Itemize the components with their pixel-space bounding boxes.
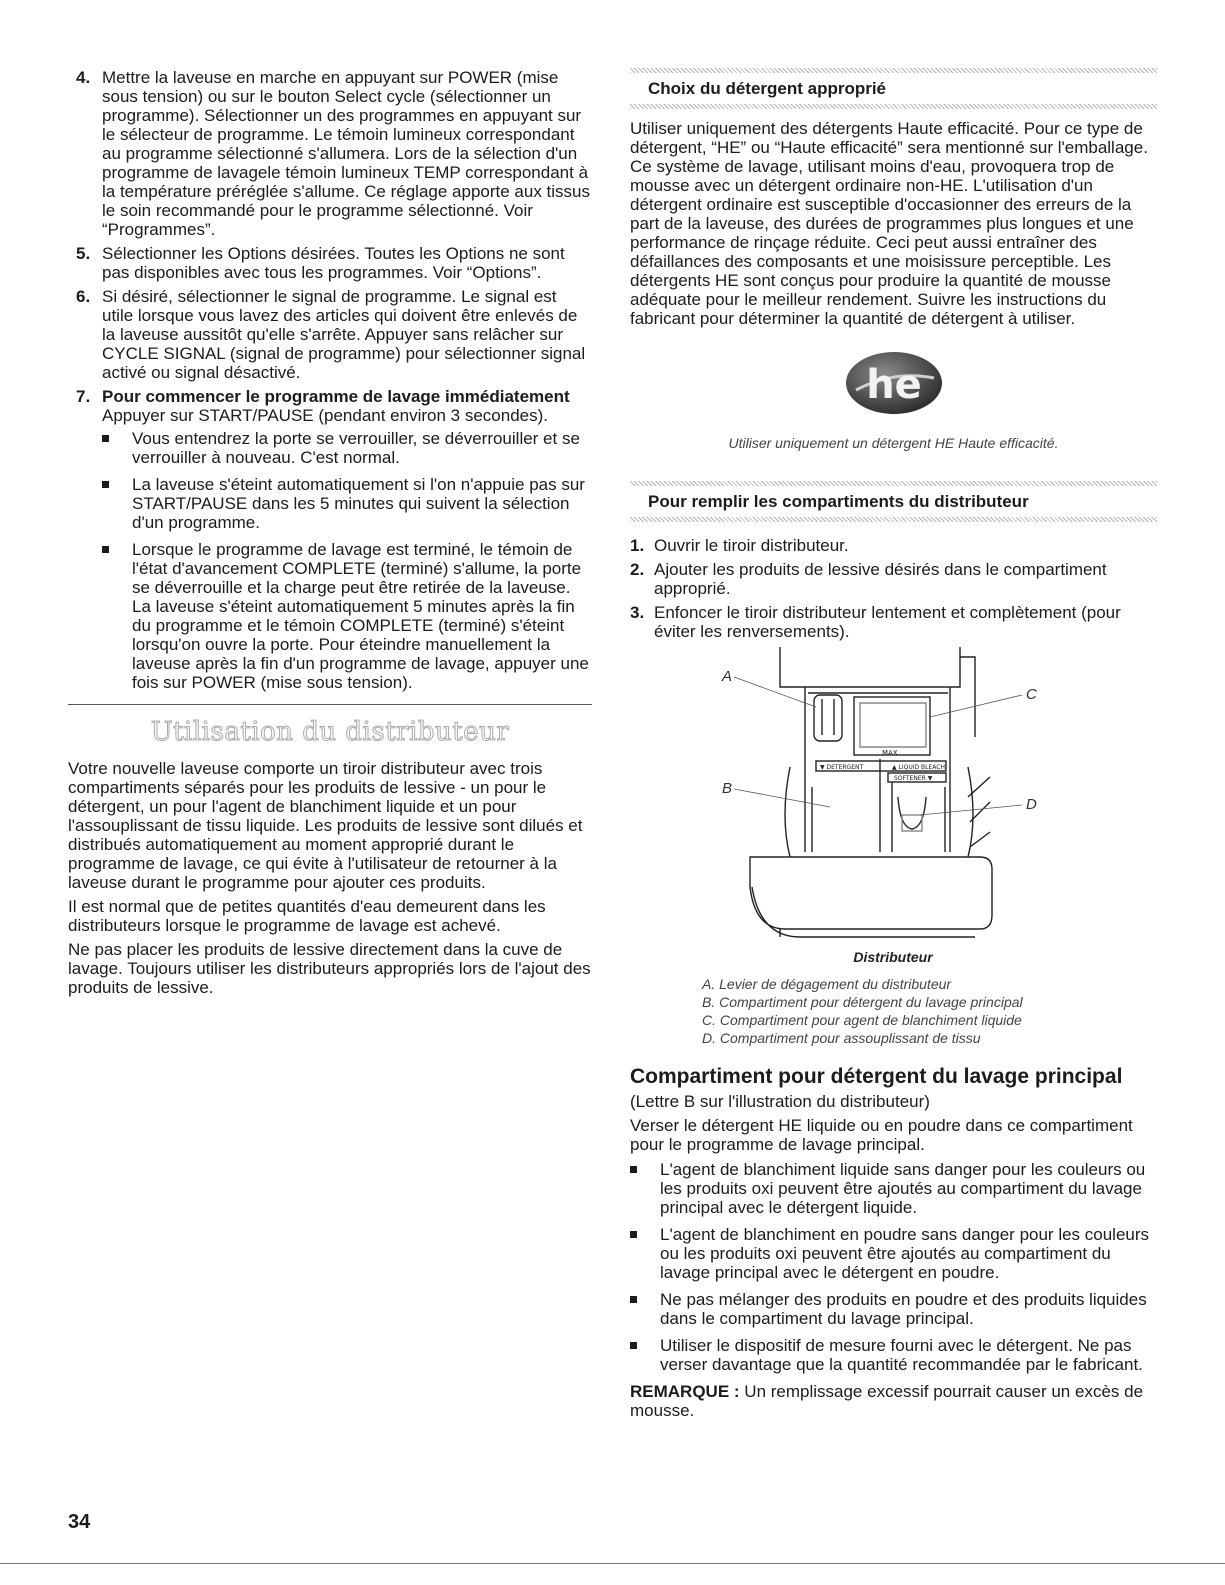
bullet-text: L'agent de blanchiment en poudre sans danger pour les couleurs ou les produits oxi peuvent être ajoutés au compartiment du lavage principal avec le détergent en poudre. — [660, 1225, 1150, 1282]
bullet-icon — [102, 481, 109, 488]
hatch-divider — [630, 104, 1157, 109]
he-logo-icon — [844, 350, 944, 416]
remark-label: REMARQUE : — [630, 1382, 740, 1401]
bullet-icon — [630, 1296, 637, 1303]
bullet-text: Vous entendrez la porte se verrouiller, se déverrouiller et se verrouiller à nouveau. C'est normal. — [132, 429, 580, 467]
bullet-icon — [630, 1231, 637, 1238]
paragraph: Votre nouvelle laveuse comporte un tiroir distributeur avec trois compartiments séparés pour les produits de lessive - un pour le détergent, un pour l'agent de blanchiment liquide et un pour l'assouplissant de tissu liquide. Les produits de lessive sont dilués et distribués automatiquement au moment approprié durant le programme de lavage, ce qui évite à l'utilisateur de retourner à la laveuse durant le programme pour ajouter ces produits. — [68, 759, 583, 892]
step-text: Enfoncer le tiroir distributeur lentement et complètement (pour éviter les renversements). — [654, 603, 1121, 641]
page-number: 34 — [68, 1511, 91, 1533]
main-wash-paragraph: Verser le détergent HE liquide ou en poudre dans ce compartiment pour le programme de lavage principal. — [630, 1116, 1133, 1154]
hatch-divider — [630, 517, 1157, 522]
detergent-paragraph: Utiliser uniquement des détergents Haute efficacité. Pour ce type de détergent, “HE” ou “Haute efficacité” sera mentionné sur l'emballage. Ce système de lavage, utilisant moins d'eau, provoquera trop de mousse avec un détergent ordinaire non-HE. L'utilisation d'un détergent ordinaire est susceptible d'occasionner des erreurs de la part de la laveuse, des durées de programmes plus longues et une performance de rinçage réduite. Ceci peut aussi entraîner des défaillances des composants et une moisissure perceptible. Les détergents HE sont conçus pour produire la quantité de mousse adéquate pour le meilleur rendement. Suivre les instructions du fabricant pour déterminer la quantité de détergent à utiliser. — [630, 119, 1148, 328]
he-logo-text: he — [865, 362, 922, 408]
step-text: Ouvrir le tiroir distributeur. — [654, 536, 849, 555]
step-text: Appuyer sur START/PAUSE (pendant environ 3 secondes). — [102, 406, 549, 425]
bullet-item — [102, 540, 592, 692]
legend-item: A. Levier de dégagement du distributeur — [702, 976, 952, 992]
step-item — [68, 68, 592, 239]
diagram-caption: Distributeur — [853, 949, 933, 965]
bullet-text: La laveuse s'éteint automatiquement si l'on n'appuie pas sur START/PAUSE dans les 5 minutes qui suivent la sélection d'un programme. — [132, 475, 585, 532]
bullet-icon — [102, 435, 109, 442]
fill-heading: Pour remplir les compartiments du distributeur — [648, 492, 1029, 511]
step-number: 6. — [76, 287, 91, 306]
step-text: Sélectionner les Options désirées. Toutes les Options ne sont pas disponibles avec tous les programmes. Voir “Options”. — [102, 244, 565, 282]
remark-text: Un remplissage excessif pourrait causer un excès de mousse. — [630, 1382, 1144, 1420]
fill-steps — [630, 536, 1157, 641]
diagram-bleach-label: ▲ LIQUID BLEACH — [892, 764, 945, 771]
he-logo — [630, 350, 1157, 420]
bullet-item — [630, 1290, 1157, 1328]
step-text: Ajouter les produits de lessive désirés dans le compartiment approprié. — [654, 560, 1107, 598]
bullet-item — [102, 475, 592, 532]
bullet-text: Ne pas mélanger des produits en poudre et des produits liquides dans le compartiment du lavage principal. — [660, 1290, 1147, 1328]
step-item — [630, 603, 1157, 641]
step-number: 5. — [76, 244, 91, 263]
legend-item: D. Compartiment pour assouplissant de tissu — [702, 1030, 981, 1046]
step-item — [68, 244, 592, 282]
diagram-softener-label: SOFTENER ▼ — [894, 775, 933, 782]
step-text: Si désiré, sélectionner le signal de programme. Le signal est utile lorsque vous lavez des articles qui doivent être enlevés de la laveuse aussitôt qu'elle s'arrête. Appuyer sans relâcher sur CYCLE SIGNAL (signal de programme) pour sélectionner signal activé ou signal désactivé. — [102, 287, 586, 382]
remark — [630, 1382, 1157, 1420]
main-wash-subtitle: (Lettre B sur l'illustration du distributeur) — [630, 1092, 930, 1111]
bullet-text: Lorsque le programme de lavage est terminé, le témoin de l'état d'avancement COMPLETE (terminé) s'allume, la porte se déverrouille et la charge peut être retirée de la laveuse. La laveuse s'éteint automatiquement 5 minutes après la fin du programme et le témoin COMPLETE (terminé) s'éteint lorsqu'on ouvre la porte. Pour éteindre manuellement la laveuse après la fin d'un programme de lavage, appuyer une fois sur POWER (mise sous tension). — [132, 540, 589, 692]
dispenser-diagram — [630, 647, 1157, 967]
step-item — [630, 536, 1157, 555]
bullet-item — [630, 1225, 1157, 1282]
diagram-label-d: D — [1026, 796, 1037, 813]
he-caption: Utiliser uniquement un détergent HE Haute efficacité. — [728, 435, 1059, 451]
step-number: 7. — [76, 387, 91, 406]
step-bullets — [102, 429, 592, 692]
step-item — [68, 387, 592, 692]
section-divider — [68, 704, 592, 705]
right-column — [630, 68, 1157, 1425]
diagram-label-c: C — [1026, 686, 1037, 703]
step-number: 3. — [630, 603, 645, 622]
bullet-item — [102, 429, 592, 467]
step-number: 1. — [630, 536, 645, 555]
bullet-icon — [630, 1166, 637, 1173]
paragraph: Ne pas placer les produits de lessive directement dans la cuve de lavage. Toujours utiliser les distributeurs appropriés lors de l'ajout des produits de lessive. — [68, 940, 591, 997]
paragraph: Il est normal que de petites quantités d'eau demeurent dans les distributeurs lorsque le programme de lavage est achevé. — [68, 897, 546, 935]
diagram-legend — [702, 975, 1157, 1047]
left-column — [68, 68, 592, 1002]
section-title: Utilisation du distributeur — [150, 717, 510, 747]
bullet-icon — [102, 546, 109, 553]
legend-item: B. Compartiment pour détergent du lavage principal — [702, 994, 1023, 1010]
step-number: 2. — [630, 560, 645, 579]
main-wash-heading: Compartiment pour détergent du lavage principal — [630, 1065, 1123, 1088]
diagram-label-a: A — [722, 668, 733, 685]
bullet-icon — [630, 1342, 637, 1349]
diagram-detergent-label: ▼ DETERGENT — [820, 764, 864, 771]
legend-item: C. Compartiment pour agent de blanchiment liquide — [702, 1012, 1022, 1028]
bullet-item — [630, 1160, 1157, 1217]
step-number: 4. — [76, 68, 91, 87]
instruction-steps — [68, 68, 592, 692]
main-wash-bullets — [630, 1160, 1157, 1374]
diagram-max-label: MAX — [882, 749, 898, 757]
step-item — [630, 560, 1157, 598]
bullet-item — [630, 1336, 1157, 1374]
bullet-text: L'agent de blanchiment liquide sans danger pour les couleurs ou les produits oxi peuvent être ajoutés au compartiment du lavage principal avec le détergent liquide. — [660, 1160, 1146, 1217]
page-bottom-rule — [0, 1563, 1225, 1564]
step-item — [68, 287, 592, 382]
step-lead: Pour commencer le programme de lavage immédiatement — [102, 387, 570, 406]
detergent-heading: Choix du détergent approprié — [648, 79, 887, 98]
bullet-text: Utiliser le dispositif de mesure fourni avec le détergent. Ne pas verser davantage que la quantité recommandée par le fabricant. — [660, 1336, 1143, 1374]
diagram-label-b: B — [722, 780, 733, 797]
step-text: Mettre la laveuse en marche en appuyant sur POWER (mise sous tension) ou sur le bouton Select cycle (sélectionner un programme). Sélectionner un des programmes en appuyant sur le sélecteur de programme. Le témoin lumineux correspondant au programme sélectionné s'allumera. Lors de la sélection d'un programme de lavagele témoin lumineux TEMP correspondant à la température préréglée s'allume. Ce réglage apporte aux tissus le soin recommandé pour le programme sélectionné. Voir “Programmes”. — [102, 68, 591, 239]
